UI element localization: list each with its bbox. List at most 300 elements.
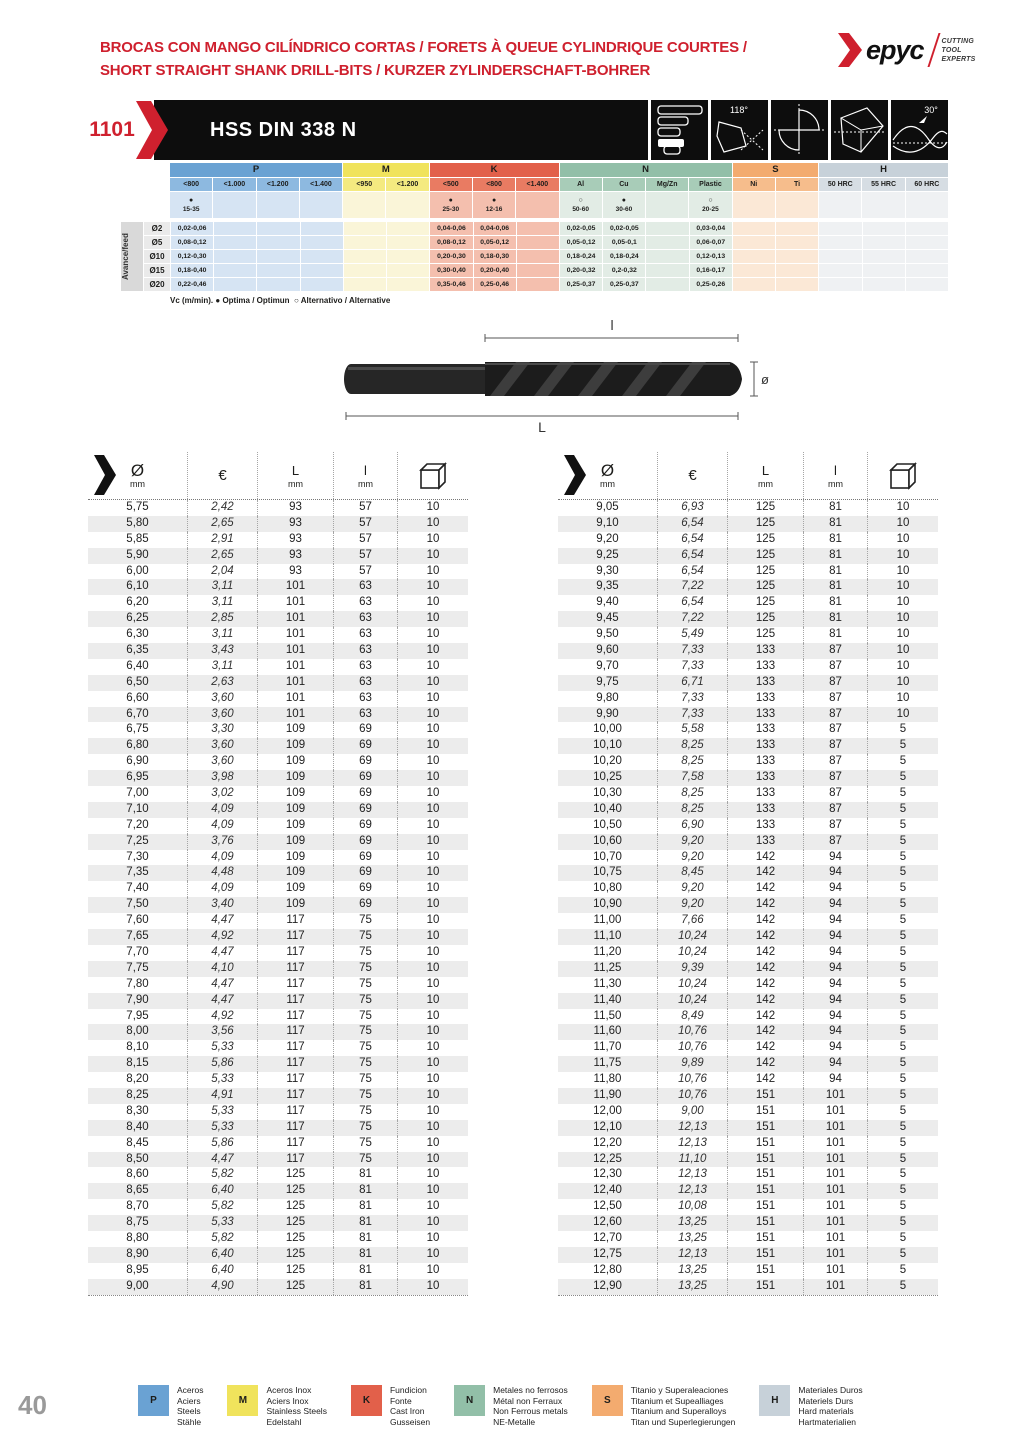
flute-cell: 69 [334, 818, 398, 834]
diameter-cell: 7,35 [88, 865, 188, 881]
feed-cell: 0,22-0,46 [171, 278, 213, 291]
length-cell: 142 [728, 881, 804, 897]
logo-divider [927, 33, 940, 67]
feed-axis-label: Avance/feed [121, 222, 143, 291]
length-cell: 125 [258, 1183, 334, 1199]
price-cell: 3,76 [188, 834, 258, 850]
qty-cell: 10 [426, 1073, 440, 1086]
diameter-cell: 8,50 [88, 1152, 188, 1168]
limit-cell: <1.000 [213, 178, 255, 191]
feed-cell [344, 222, 386, 235]
diameter-cell: 12,75 [558, 1247, 658, 1263]
qty-cell: 10 [426, 1184, 440, 1197]
diameter-cell: 7,25 [88, 834, 188, 850]
length-cell: 125 [728, 611, 804, 627]
diameter-cell: 11,70 [558, 1040, 658, 1056]
qty-cell: 5 [899, 1152, 907, 1165]
qty-cell: 10 [426, 644, 440, 657]
material-legend [138, 1385, 863, 1427]
table-row [88, 1279, 468, 1295]
price-cell: 7,33 [658, 659, 728, 675]
page-title-line2: SHORT STRAIGHT SHANK DRILL-BITS / KURZER ZYLINDERSCHAFT-BOHRER [100, 62, 651, 79]
flute-cell: 87 [804, 770, 868, 786]
table-row [558, 627, 938, 643]
limit-cell: <1.200 [386, 178, 428, 191]
feed-cell: 0,02-0,05 [603, 222, 645, 235]
table-row [558, 1247, 938, 1263]
diameter-cell: 9,45 [558, 611, 658, 627]
flute-cell: 69 [334, 738, 398, 754]
length-cell: 93 [258, 532, 334, 548]
qty-cell: 10 [426, 1025, 440, 1038]
qty-cell: 10 [426, 1009, 440, 1022]
limit-cell: 60 HRC [906, 178, 948, 191]
qty-cell: 5 [899, 1120, 907, 1133]
length-cell: 101 [258, 579, 334, 595]
vc-cell [343, 192, 385, 218]
legend-text [798, 1385, 862, 1427]
diameter-cell: 12,30 [558, 1167, 658, 1183]
table-row [558, 1088, 938, 1104]
qty-cell: 5 [899, 961, 907, 974]
qty-cell: 5 [899, 866, 907, 879]
table-row [88, 1263, 468, 1279]
legend-line: Materiales Duros [798, 1385, 863, 1395]
flute-cell: 63 [334, 675, 398, 691]
qty-cell: 5 [899, 914, 907, 927]
feed-cell [906, 236, 948, 249]
diameter-cell: 10,60 [558, 834, 658, 850]
flute-cell: 63 [334, 595, 398, 611]
vc-cell [516, 192, 558, 218]
feed-cell: 0,04-0,06 [474, 222, 516, 235]
diameter-cell: 11,50 [558, 1009, 658, 1025]
limit-cell: Ti [776, 178, 818, 191]
legend-item-N [454, 1385, 568, 1427]
diameter-cell: 8,90 [88, 1247, 188, 1263]
feed-cell [819, 264, 861, 277]
vc-value: 20-25 [702, 206, 719, 213]
brand-chevron-icon [838, 32, 864, 68]
flute-cell: 75 [334, 1040, 398, 1056]
price-cell: 4,47 [188, 977, 258, 993]
flute-cell: 63 [334, 659, 398, 675]
length-cell: 125 [258, 1279, 334, 1295]
qty-cell: 10 [426, 882, 440, 895]
price-cell: 5,33 [188, 1104, 258, 1120]
qty-cell: 10 [426, 659, 440, 672]
qty-cell: 10 [426, 755, 440, 768]
table-row [558, 754, 938, 770]
table-row [558, 770, 938, 786]
table-row [558, 834, 938, 850]
diameter-cell: 9,60 [558, 643, 658, 659]
table-row [558, 659, 938, 675]
qty-cell: 10 [426, 993, 440, 1006]
vc-cell [170, 192, 212, 218]
feed-cell [776, 264, 818, 277]
length-cell: 151 [728, 1136, 804, 1152]
feed-cell [301, 222, 343, 235]
length-cell: 109 [258, 881, 334, 897]
price-table-right [558, 452, 938, 1296]
price-cell: 7,33 [658, 643, 728, 659]
qty-cell: 5 [899, 993, 907, 1006]
feed-cell [646, 250, 688, 263]
diameter-cell: 12,80 [558, 1263, 658, 1279]
table-row [88, 945, 468, 961]
diameter-cell: 9,30 [558, 564, 658, 580]
price-cell: 10,76 [658, 1024, 728, 1040]
flute-cell: 94 [804, 850, 868, 866]
diameter-cell: 8,30 [88, 1104, 188, 1120]
length-cell: 142 [728, 897, 804, 913]
vc-cell [300, 192, 342, 218]
feed-cell [214, 222, 256, 235]
feed-row-label: Ø5 [144, 236, 170, 249]
diameter-cell: 12,00 [558, 1104, 658, 1120]
price-cell: 3,30 [188, 722, 258, 738]
price-cell: 7,22 [658, 579, 728, 595]
flute-cell: 57 [334, 548, 398, 564]
qty-cell: 10 [426, 1120, 440, 1133]
length-cell: 117 [258, 1024, 334, 1040]
price-cell: 3,60 [188, 754, 258, 770]
price-cell: 9,89 [658, 1056, 728, 1072]
feed-cell: 0,12-0,30 [171, 250, 213, 263]
flute-cell: 63 [334, 627, 398, 643]
flute-cell: 81 [334, 1215, 398, 1231]
price-cell: 7,33 [658, 707, 728, 723]
vc-cell [689, 192, 731, 218]
price-cell: 4,09 [188, 881, 258, 897]
price-cell: 2,42 [188, 500, 258, 516]
vc-cell [430, 192, 472, 218]
price-cell: 9,20 [658, 881, 728, 897]
drill-bit-figure [330, 316, 770, 434]
length-cell: 125 [258, 1215, 334, 1231]
qty-cell: 5 [899, 723, 907, 736]
flute-cell: 101 [804, 1279, 868, 1295]
feed-cell [517, 264, 559, 277]
legend-line: Fundicion [389, 1385, 427, 1395]
flute-cell: 69 [334, 850, 398, 866]
qty-cell: 10 [426, 818, 440, 831]
table-chevron-icon [94, 455, 118, 495]
feed-cell [387, 278, 429, 291]
qty-cell: 10 [426, 691, 440, 704]
feed-cell [733, 236, 775, 249]
cutting-note: Vc (m/min). ● Optima / Optimun ○ Alternativo / Alternative [170, 296, 391, 305]
flute-cell: 81 [804, 532, 868, 548]
price-cell: 3,56 [188, 1024, 258, 1040]
diameter-cell: 10,25 [558, 770, 658, 786]
price-cell: 5,49 [658, 627, 728, 643]
price-cell: 9,20 [658, 850, 728, 866]
diameter-cell: 5,75 [88, 500, 188, 516]
length-cell: 142 [728, 977, 804, 993]
flute-cell: 101 [804, 1215, 868, 1231]
diameter-cell: 9,75 [558, 675, 658, 691]
price-cell: 3,11 [188, 659, 258, 675]
qty-cell: 5 [899, 787, 907, 800]
qty-cell: 5 [899, 834, 907, 847]
limit-cell: 50 HRC [819, 178, 861, 191]
table-row [558, 1136, 938, 1152]
cutting-conditions-header [170, 163, 948, 218]
price-cell: 12,13 [658, 1183, 728, 1199]
point-angle-118-icon [711, 100, 768, 160]
material-group-H: H [819, 163, 948, 177]
qty-cell: 5 [899, 1247, 907, 1260]
length-cell: 133 [728, 643, 804, 659]
length-cell: 125 [258, 1167, 334, 1183]
col-header-diameter: Ø mm [88, 452, 188, 499]
legend-line: Materiels Durs [798, 1395, 854, 1406]
diameter-cell: 12,10 [558, 1120, 658, 1136]
qty-cell: 10 [426, 977, 440, 990]
flute-cell: 101 [804, 1120, 868, 1136]
price-cell: 4,92 [188, 929, 258, 945]
feed-cell: 0,12-0,13 [690, 250, 732, 263]
table-row [88, 1088, 468, 1104]
diameter-cell: 11,10 [558, 929, 658, 945]
price-cell: 5,82 [188, 1167, 258, 1183]
col-header-length: L mm [258, 452, 334, 499]
diameter-cell: 10,10 [558, 738, 658, 754]
price-cell: 9,39 [658, 961, 728, 977]
optima-dot-icon: ● [215, 296, 221, 305]
price-cell: 3,60 [188, 691, 258, 707]
qty-cell: 10 [896, 564, 910, 577]
table-chevron-icon [564, 455, 588, 495]
feed-cell [906, 250, 948, 263]
diameter-cell: 11,20 [558, 945, 658, 961]
legend-line: Aciers [177, 1395, 201, 1406]
diameter-cell: 9,05 [558, 500, 658, 516]
feed-cell [863, 278, 905, 291]
feed-cell: 0,35-0,46 [430, 278, 472, 291]
flute-cell: 63 [334, 707, 398, 723]
feed-cell [257, 264, 299, 277]
flute-profile-icon [771, 100, 828, 160]
flute-cell: 57 [334, 516, 398, 532]
qty-cell: 10 [426, 548, 440, 561]
table-row [88, 1167, 468, 1183]
diameter-cell: 9,20 [558, 532, 658, 548]
legend-line: Titan und Superlegierungen [630, 1416, 736, 1427]
flute-cell: 57 [334, 500, 398, 516]
feed-cell [214, 236, 256, 249]
legend-item-H [759, 1385, 862, 1427]
flute-cell: 75 [334, 945, 398, 961]
length-cell: 125 [258, 1199, 334, 1215]
diameter-cell: 11,40 [558, 993, 658, 1009]
qty-cell: 10 [426, 628, 440, 641]
brand-tagline: CUTTING TOOL EXPERTS [941, 37, 976, 63]
feed-cell [733, 222, 775, 235]
flute-cell: 87 [804, 802, 868, 818]
table-row [88, 961, 468, 977]
flute-cell: 94 [804, 1040, 868, 1056]
table-row [558, 850, 938, 866]
diameter-cell: 9,80 [558, 691, 658, 707]
price-cell: 6,71 [658, 675, 728, 691]
price-cell: 7,66 [658, 913, 728, 929]
qty-cell: 10 [426, 787, 440, 800]
table-row [558, 865, 938, 881]
diameter-cell: 9,40 [558, 595, 658, 611]
qty-cell: 10 [426, 707, 440, 720]
price-table-header [88, 452, 468, 500]
table-row [88, 977, 468, 993]
price-cell: 8,25 [658, 754, 728, 770]
table-row [558, 1072, 938, 1088]
price-cell: 12,13 [658, 1167, 728, 1183]
length-cell: 142 [728, 850, 804, 866]
length-cell: 142 [728, 993, 804, 1009]
length-cell: 142 [728, 1009, 804, 1025]
legend-line: Titanium and Superalloys [630, 1406, 727, 1416]
legend-line: Fonte [389, 1395, 412, 1406]
price-cell: 5,86 [188, 1056, 258, 1072]
table-row [558, 1009, 938, 1025]
feed-cell [301, 264, 343, 277]
flute-cell: 94 [804, 897, 868, 913]
optima-dot-icon: ● [621, 197, 627, 204]
length-cell: 125 [728, 564, 804, 580]
length-cell: 125 [728, 627, 804, 643]
page-number: 40 [18, 1390, 47, 1420]
flute-cell: 101 [804, 1104, 868, 1120]
qty-cell: 10 [896, 580, 910, 593]
length-cell: 109 [258, 865, 334, 881]
material-group-M: M [343, 163, 429, 177]
length-cell: 125 [258, 1247, 334, 1263]
price-cell: 8,25 [658, 786, 728, 802]
table-row [88, 834, 468, 850]
price-cell: 2,91 [188, 532, 258, 548]
length-cell: 93 [258, 500, 334, 516]
table-row [558, 1024, 938, 1040]
flute-cell: 69 [334, 834, 398, 850]
table-row [88, 1120, 468, 1136]
qty-cell: 10 [896, 675, 910, 688]
length-cell: 133 [728, 707, 804, 723]
material-group-K: K [430, 163, 559, 177]
legend-swatch: M [227, 1385, 258, 1416]
diameter-cell: 7,30 [88, 850, 188, 866]
table-row [558, 548, 938, 564]
table-row [88, 1040, 468, 1056]
diameter-cell: 9,35 [558, 579, 658, 595]
vc-cell [257, 192, 299, 218]
svg-text:118°: 118° [730, 105, 748, 115]
table-row [558, 961, 938, 977]
length-cell: 142 [728, 929, 804, 945]
flute-cell: 69 [334, 881, 398, 897]
qty-cell: 10 [426, 1136, 440, 1149]
length-cell: 117 [258, 1136, 334, 1152]
diameter-cell: 9,25 [558, 548, 658, 564]
length-cell: 117 [258, 977, 334, 993]
flute-cell: 69 [334, 786, 398, 802]
price-cell: 7,33 [658, 691, 728, 707]
length-cell: 142 [728, 1024, 804, 1040]
length-cell: 101 [258, 611, 334, 627]
table-row [88, 1247, 468, 1263]
table-row [88, 675, 468, 691]
flute-cell: 87 [804, 722, 868, 738]
length-cell: 93 [258, 564, 334, 580]
legend-swatch: N [454, 1385, 485, 1416]
table-row [558, 722, 938, 738]
col-header-price: € [188, 452, 258, 499]
table-row [558, 881, 938, 897]
price-cell: 3,11 [188, 595, 258, 611]
col-header-length: L mm [728, 452, 804, 499]
diameter-label: ø [761, 372, 769, 387]
table-row [558, 802, 938, 818]
table-row [558, 1152, 938, 1168]
legend-text [177, 1385, 203, 1427]
price-cell: 2,85 [188, 611, 258, 627]
table-row [88, 532, 468, 548]
price-cell: 10,08 [658, 1199, 728, 1215]
diameter-cell: 7,75 [88, 961, 188, 977]
feed-cell [646, 278, 688, 291]
qty-cell: 5 [899, 930, 907, 943]
price-cell: 10,76 [658, 1072, 728, 1088]
feed-cell: 0,20-0,40 [474, 264, 516, 277]
price-cell: 6,54 [658, 595, 728, 611]
feed-cell: 0,30-0,40 [430, 264, 472, 277]
table-row [88, 786, 468, 802]
table-row [88, 707, 468, 723]
length-cell: 109 [258, 897, 334, 913]
flute-cell: 63 [334, 579, 398, 595]
length-cell: 117 [258, 1088, 334, 1104]
material-group-S: S [733, 163, 819, 177]
flute-cell: 101 [804, 1247, 868, 1263]
table-row [88, 802, 468, 818]
price-cell: 5,82 [188, 1199, 258, 1215]
price-table-header [558, 452, 938, 500]
price-cell: 10,24 [658, 945, 728, 961]
flute-cell: 63 [334, 611, 398, 627]
price-cell: 6,40 [188, 1263, 258, 1279]
legend-line: NE-Metalle [493, 1416, 536, 1427]
feed-cell [819, 250, 861, 263]
diameter-cell: 8,10 [88, 1040, 188, 1056]
qty-cell: 5 [899, 977, 907, 990]
feed-cell [257, 222, 299, 235]
diameter-cell: 6,70 [88, 707, 188, 723]
point-geometry-icon [831, 100, 888, 160]
length-cell: 151 [728, 1231, 804, 1247]
legend-item-K [351, 1385, 430, 1427]
feed-cell [863, 222, 905, 235]
feed-cell: 0,18-0,30 [474, 250, 516, 263]
total-length-label: L [538, 419, 546, 434]
diameter-cell: 7,00 [88, 786, 188, 802]
length-cell: 151 [728, 1167, 804, 1183]
price-table-left [88, 452, 468, 1296]
price-cell: 3,11 [188, 579, 258, 595]
feed-cell [517, 236, 559, 249]
qty-cell: 10 [896, 532, 910, 545]
legend-text [493, 1385, 568, 1427]
